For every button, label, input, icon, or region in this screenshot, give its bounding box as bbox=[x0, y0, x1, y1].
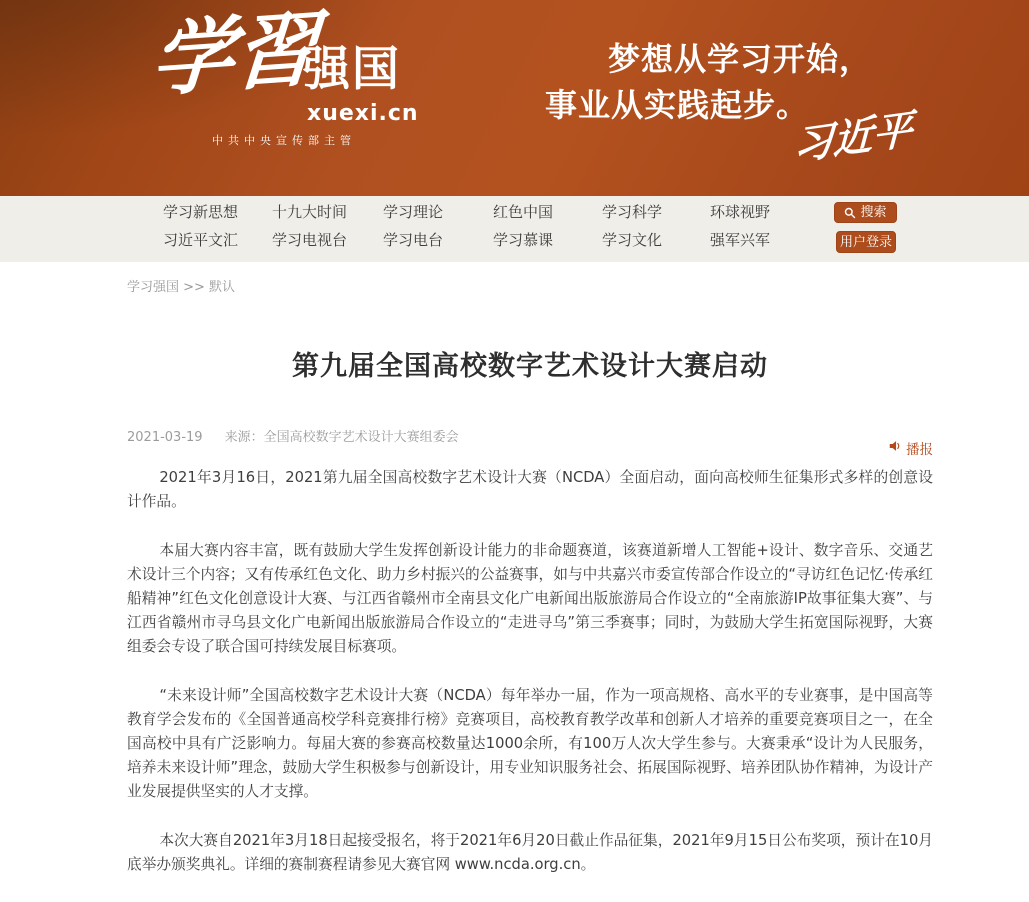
slogan-line2: 事业从实践起步。 bbox=[545, 86, 810, 124]
nav-item-shijiuda[interactable]: 十九大时间 bbox=[272, 203, 348, 221]
nav-item-qiangjun[interactable]: 强军兴军 bbox=[710, 231, 771, 249]
article-source-label: 来源： bbox=[224, 430, 264, 445]
nav-item-muke[interactable]: 学习慕课 bbox=[493, 231, 554, 249]
breadcrumb[interactable]: 学习强国 >> 默认 bbox=[127, 280, 236, 295]
article-meta bbox=[127, 426, 933, 456]
signature-calligraphy: 习近平 bbox=[792, 105, 914, 170]
nav-item-lilun[interactable]: 学习理论 bbox=[383, 203, 444, 221]
article-title: 第九届全国高校数字艺术设计大赛启动 bbox=[292, 351, 768, 382]
site-header bbox=[0, 0, 1029, 196]
nav-item-kexue[interactable]: 学习科学 bbox=[602, 203, 663, 221]
nav-row-1 bbox=[163, 202, 770, 222]
article-paragraph: 本次大赛自2021年3月18日起接受报名，将于2021年6月20日截止作品征集，2021年9月15日公布奖项，预计在10月底举办颁奖典礼。详细的赛制赛程请参见大赛官网 www.ncda.org.cn。 bbox=[127, 832, 933, 873]
nav-item-xinsixiang[interactable]: 学习新思想 bbox=[163, 203, 239, 221]
speaker-icon bbox=[888, 439, 902, 457]
slogan-line1: 梦想从学习开始， bbox=[608, 40, 873, 78]
logo-domain[interactable]: xuexi.cn bbox=[307, 101, 419, 126]
broadcast-label: 播报 bbox=[906, 442, 933, 458]
article-paragraph: 2021年3月16日，2021第九届全国高校数字艺术设计大赛（NCDA）全面启动，面向高校师生征集形式多样的创意设计作品。 bbox=[127, 469, 933, 510]
nav-item-wenhui[interactable]: 习近平文汇 bbox=[163, 231, 239, 249]
login-button-label: 用户登录 bbox=[839, 234, 892, 250]
nav-row-2 bbox=[163, 230, 770, 250]
article-paragraph: 本届大赛内容丰富，既有鼓励大学生发挥创新设计能力的非命题赛道，该赛道新增人工智能+设计、数字音乐、交通艺术设计三个内容；又有传承红色文化、助力乡村振兴的公益赛事，如与中共嘉兴市委宣传部合作设立的“寻访红色记忆·传承红船精神”红色文化创意设计大赛、与江西省赣州市全南县文化广电新闻出版旅游局合作设立的“全南旅游IP故事征集大赛”、与江西省赣州市寻乌县文化广电新闻出版旅游局合作设立的“走进寻乌”第三季赛事；同时，为鼓励大学生拓宽国际视野，大赛组委会专设了联合国可持续发展目标赛项。 bbox=[127, 542, 933, 655]
article-date: 2021-03-19 bbox=[127, 430, 203, 445]
nav-item-hongse[interactable]: 红色中国 bbox=[493, 203, 554, 221]
logo-tagline: 中共中央宣传部主管 bbox=[212, 134, 356, 147]
logo-calligraphy[interactable]: 学習 bbox=[148, 1, 320, 109]
nav-item-dianshitai[interactable]: 学习电视台 bbox=[272, 231, 348, 249]
article-paragraph: “未来设计师”全国高校数字艺术设计大赛（NCDA）每年举办一届，作为一项高规格、高水平的专业赛事，是中国高等教育学会发布的《全国普通高校学科竞赛排行榜》竞赛项目，高校教育教学改革和创新人才培养的重要竞赛项目之一，在全国高校中具有广泛影响力。每届大赛的参赛高校数量达1000余所，有100万人次大学生参与。大赛秉承“设计为人民服务，培养未来设计师”理念，鼓励大学生积极参与创新设计，用专业知识服务社会、拓展国际视野、培养团队协作精神，为设计产业发展提供坚实的人才支撑。 bbox=[127, 687, 933, 800]
nav-item-wenhua[interactable]: 学习文化 bbox=[602, 231, 663, 249]
article-meta-left bbox=[127, 426, 933, 445]
logo-brand[interactable]: 强国 bbox=[303, 42, 401, 97]
login-button[interactable] bbox=[836, 231, 896, 253]
search-button[interactable] bbox=[834, 202, 897, 223]
article-source: 全国高校数字艺术设计大赛组委会 bbox=[263, 430, 459, 445]
nav-item-diantai[interactable]: 学习电台 bbox=[383, 231, 444, 249]
broadcast-button[interactable] bbox=[888, 438, 933, 458]
main-nav bbox=[0, 196, 1029, 262]
search-icon bbox=[844, 207, 856, 219]
article bbox=[127, 348, 933, 902]
nav-item-huanqiu[interactable]: 环球视野 bbox=[710, 203, 771, 221]
search-button-label: 搜索 bbox=[860, 205, 887, 220]
